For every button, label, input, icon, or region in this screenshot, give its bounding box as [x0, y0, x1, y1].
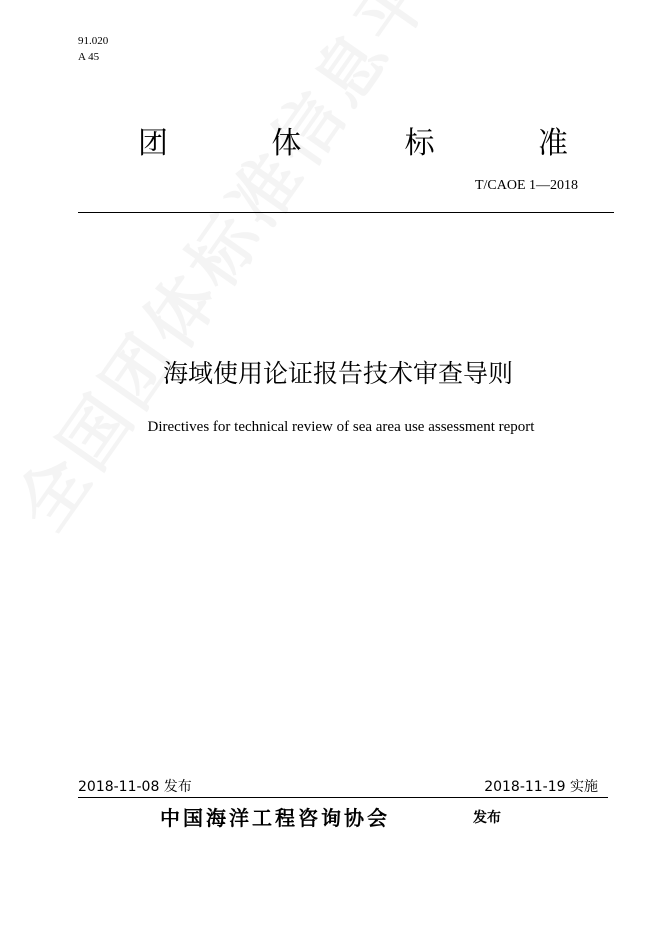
- publisher-name: 中国海洋工程咨询协会: [160, 806, 390, 830]
- standard-type-char: 体: [271, 126, 302, 161]
- standard-type-char: 团: [138, 126, 168, 161]
- standard-type-heading: [138, 118, 568, 162]
- standard-number: T/CAOE 1—2018: [474, 178, 578, 193]
- ics-code: 91.020: [78, 35, 109, 47]
- publisher-suffix: 发布: [473, 810, 501, 826]
- bottom-divider: [78, 797, 608, 798]
- document-title-english: Directives for technical review of sea area use assessment report: [147, 419, 535, 435]
- top-divider: [78, 212, 614, 213]
- ccs-code: A 45: [78, 51, 100, 63]
- implementation-date: 2018-11-19 实施: [484, 779, 598, 795]
- classification-codes: [78, 33, 108, 65]
- standard-type-char: 准: [537, 126, 568, 161]
- issue-date: 2018-11-08 发布: [78, 779, 192, 795]
- watermark: [0, 0, 483, 546]
- standard-type-char: 标: [404, 126, 435, 161]
- document-title-chinese: 海域使用论证报告技术审查导则: [162, 359, 513, 388]
